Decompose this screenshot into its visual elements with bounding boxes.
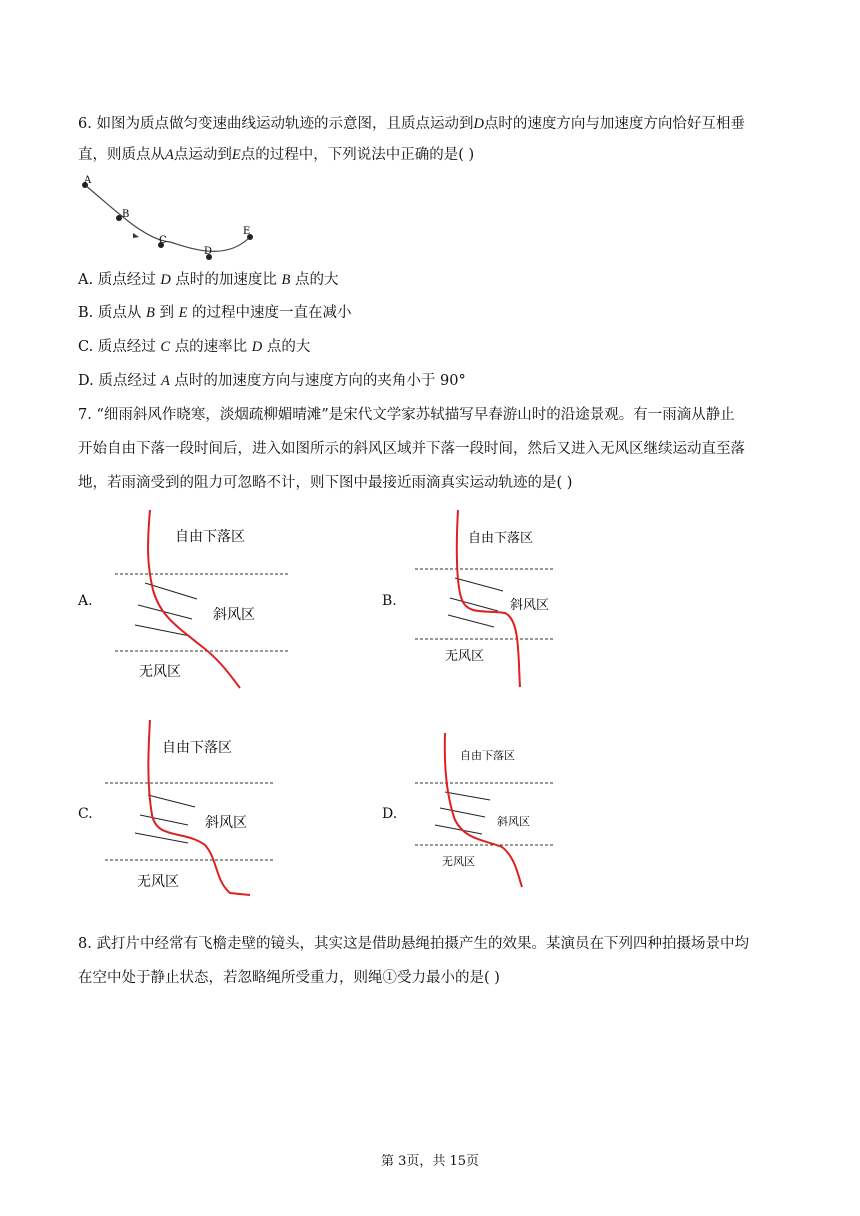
q8-stem-line2: 在空中处于静止状态，若忽略绳所受重力，则绳①受力最小的是( ) [78, 970, 500, 986]
q6-trajectory-figure [75, 170, 265, 265]
q7-option-d-label: D. [382, 806, 398, 822]
wind-arrow [445, 792, 490, 800]
q7-option-c-label: C. [78, 806, 93, 822]
q6-option-d: D. 质点经过 A 点时的加速度方向与速度方向的夹角小于 90° [78, 373, 466, 389]
q7-stem-line3: 地，若雨滴受到的阻力可忽略不计，则下图中最接近雨滴真实运动轨迹的是( ) [78, 475, 573, 491]
q7-figure-b [410, 505, 560, 690]
page-footer: 第 3页，共 15页 [380, 1154, 480, 1169]
trajectory-curve [85, 185, 250, 251]
zone-wind-label: 斜风区 [510, 598, 550, 613]
wind-arrow [455, 578, 503, 591]
q6-option-c: C. 质点经过 C 点的速率比 D 点的大 [78, 339, 311, 355]
wind-arrow [440, 808, 485, 817]
q8-stem-line1: 8. 武打片中经常有飞檐走壁的镜头，其实这是借助悬绳拍摄产生的效果。某演员在下列四种拍摄场景中均 [78, 936, 749, 952]
zone-calm-label: 无风区 [442, 855, 475, 868]
q7-option-b-label: B. [382, 593, 397, 609]
zone-calm-label: 无风区 [445, 649, 485, 664]
zone-calm-label: 无风区 [139, 664, 181, 680]
q6-stem-line1: 6. 如图为质点做匀变速曲线运动轨迹的示意图，且质点运动到D点时的速度方向与加速度方向恰好互相垂 [78, 116, 745, 132]
q7-stem-line2: 开始自由下落一段时间后，进入如图所示的斜风区域并下落一段时间，然后又进入无风区继续运动直至落 [78, 441, 745, 457]
q7-option-a-label: A. [78, 593, 93, 609]
q6-stem-line2: 直，则质点从A点运动到E点的过程中，下列说法中正确的是( ) [78, 147, 475, 163]
direction-arrow [133, 233, 139, 238]
zone-free-label: 自由下落区 [162, 740, 232, 756]
q6-option-b: B. 质点从 B 到 E 的过程中速度一直在减小 [78, 305, 352, 321]
zone-wind-label: 斜风区 [213, 607, 255, 623]
zone-free-label: 自由下落区 [468, 531, 534, 546]
wind-arrow [138, 605, 192, 619]
label-d: D [204, 246, 213, 257]
wind-arrow [450, 598, 498, 611]
label-a: A [84, 175, 92, 186]
zone-calm-label: 无风区 [137, 874, 179, 890]
wind-arrow [148, 795, 195, 807]
label-b: B [122, 209, 130, 220]
zone-free-label: 自由下落区 [175, 529, 245, 545]
q7-figure-d [410, 725, 560, 895]
label-e: E [243, 226, 251, 237]
wind-arrow [448, 615, 494, 627]
q6-option-a: A. 质点经过 D 点时的加速度比 B 点的大 [78, 272, 339, 288]
zone-wind-label: 斜风区 [205, 815, 247, 831]
wind-arrow [140, 815, 188, 825]
q7-figure-a [105, 505, 300, 690]
q7-stem-line1: 7. “细雨斜风作晓寒，淡烟疏柳媚晴滩”是宋代文学家苏轼描写早春游山时的沿途景观。有一雨滴从静止 [78, 407, 735, 423]
zone-wind-label: 斜风区 [497, 815, 530, 828]
q7-figure-c [100, 715, 285, 905]
zone-free-label: 自由下落区 [460, 749, 515, 762]
label-c: C [159, 235, 167, 246]
